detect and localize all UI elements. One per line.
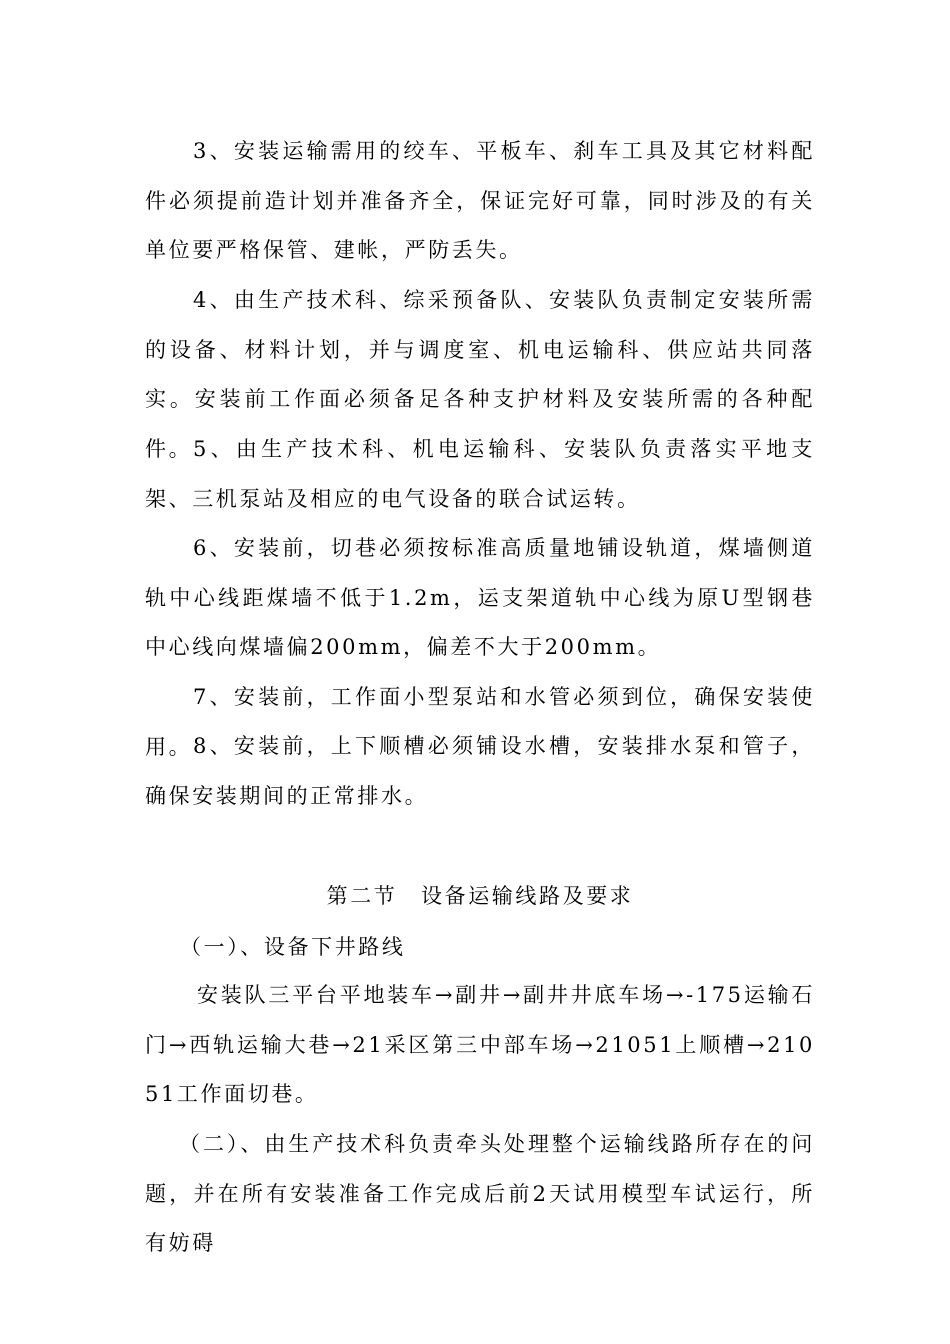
subsection-paragraph-2: （二）、由生产技术科负责牵头处理整个运输线路所存在的问题，并在所有安装准备工作完成后前2天试用模型车试运行，所有妨碍 (145, 1132, 815, 1255)
subsection-heading-1: （一）、设备下井路线 (180, 935, 406, 959)
paragraph-item-3: 3、安装运输需用的绞车、平板车、刹车工具及其它材料配件必须提前造计划并准备齐全，保证完好可靠，同时涉及的有关单位要严格保管、建帐，严防丢失。 (145, 139, 815, 262)
paragraph-item-8: 8、安装前，上下顺槽必须铺设水槽，安装排水泵和管子，确保安装期间的正常排水。 (145, 734, 815, 808)
paragraph-item-7: 7、安装前，工作面小型泵站和水管必须到位，确保安装使用。 (145, 685, 815, 759)
paragraph-item-6: 6、安装前，切巷必须按标准高质量地铺设轨道，煤墙侧道轨中心线距煤墙不低于1.2m，运支架道轨中心线为原U型钢巷中心线向煤墙偏200mm，偏差不大于200mm。 (145, 536, 815, 659)
section-title: 第二节 设备运输线路及要求 (326, 884, 634, 908)
paragraph-item-4: 4、由生产技术科、综采预备队、安装队负责制定安装所需的设备、材料计划，并与调度室、机电运输科、供应站共同落实。安装前工作面必须备足各种支护材料及安装所需的各种配件。 (145, 288, 815, 461)
route-paragraph: 安装队三平台平地装车→副井→副井井底车场→-175运输石门→西轨运输大巷→21采区第三中部车场→21051上顺槽→21051工作面切巷。 (145, 983, 815, 1106)
paragraph-item-5: 5、由生产技术科、机电运输科、安装队负责落实平地支架、三机泵站及相应的电气设备的联合试运转。 (145, 437, 815, 511)
